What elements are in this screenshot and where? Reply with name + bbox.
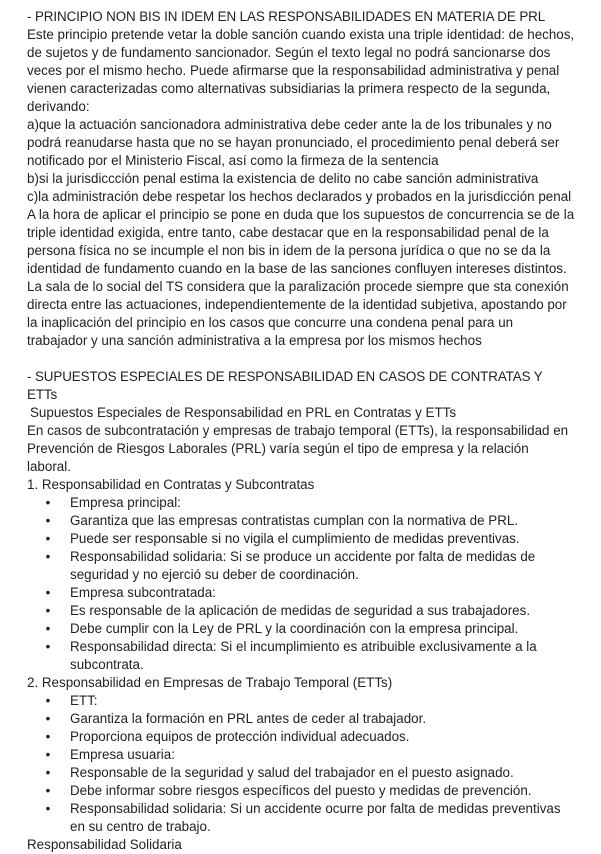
bullet-item	[27, 800, 575, 836]
subheading: Supuestos Especiales de Responsabilidad en PRL en Contratas y ETTs	[30, 405, 457, 420]
bullet-dot-icon: •	[45, 621, 51, 636]
bullet-dot-icon: •	[45, 549, 51, 564]
part2-title: 2. Responsabilidad en Empresas de Trabajo Temporal (ETTs)	[27, 675, 393, 690]
part1-bullet-list	[27, 494, 575, 674]
paragraph-gap	[27, 350, 575, 368]
bullet-text: Proporciona equipos de protección individual adecuados.	[70, 729, 410, 744]
bullet-dot-icon: •	[45, 729, 51, 744]
bullet-item	[27, 746, 575, 764]
point-a: a)que la actuación sancionadora administrativa debe ceder ante la de los tribunales y no podrá reanudarse hasta que no se hayan pronunciado, el procedimiento penal deberá ser notificado por el Ministerio Fiscal, así como la firmeza de la sentencia	[27, 117, 560, 168]
bullet-text: Responsabilidad solidaria: Si se produce un accidente por falta de medidas de seguridad y no ejerció su deber de coordinación.	[70, 549, 536, 582]
bullet-dot-icon: •	[45, 747, 51, 762]
bullet-text: Responsabilidad directa: Si el incumplimiento es atribuible exclusivamente a la subcontrata.	[70, 639, 537, 672]
bullet-text: Garantiza la formación en PRL antes de ceder al trabajador.	[70, 711, 427, 726]
bullet-text: Empresa usuaria:	[70, 747, 175, 762]
bullet-item	[27, 710, 575, 728]
bullet-dot-icon: •	[45, 603, 51, 618]
bullet-item	[27, 692, 575, 710]
bullet-text: Garantiza que las empresas contratistas cumplan con la normativa de PRL.	[70, 513, 519, 528]
bullet-item	[27, 602, 575, 620]
bullet-text: Debe cumplir con la Ley de PRL y la coordinación con la empresa principal.	[70, 621, 519, 636]
part1-title: 1. Responsabilidad en Contratas y Subcontratas	[27, 477, 315, 492]
bullet-text: Responsable de la seguridad y salud del trabajador en el puesto asignado.	[70, 765, 514, 780]
footer-heading: Responsabilidad Solidaria	[27, 837, 182, 852]
section-heading-non-bis-in-idem: - PRINCIPIO NON BIS IN IDEM EN LAS RESPONSABILIDADES EN MATERIA DE PRL	[27, 9, 546, 24]
bullet-dot-icon: •	[45, 531, 51, 546]
bullet-text: Debe informar sobre riesgos específicos del puesto y medidas de prevención.	[70, 783, 532, 798]
bullet-item	[27, 548, 575, 584]
bullet-text: Es responsable de la aplicación de medidas de seguridad a sus trabajadores.	[70, 603, 531, 618]
bullet-dot-icon: •	[45, 693, 51, 708]
point-c: c)la administración debe respetar los hechos declarados y probados en la jurisdicción penal	[27, 189, 572, 204]
bullet-item	[27, 764, 575, 782]
bullet-item	[27, 530, 575, 548]
bullet-text: Empresa principal:	[70, 495, 181, 510]
bullet-dot-icon: •	[45, 495, 51, 510]
section-heading-contratas-etts: - SUPUESTOS ESPECIALES DE RESPONSABILIDAD EN CASOS DE CONTRATAS Y ETTs	[27, 369, 543, 402]
intro-paragraph: Este principio pretende vetar la doble sanción cuando exista una triple identidad: de hechos, de sujetos y de fundamento sancionador. Según el texto legal no podrá sancionarse dos veces por el mismo hecho. Puede afirmarse que la responsabilidad administrativa y penal vienen caracterizadas como alternativas subsidiarias la primera respecto de la segunda, derivando:	[27, 27, 575, 114]
bullet-item	[27, 584, 575, 602]
bullet-text: ETT:	[70, 693, 98, 708]
bullet-text: Empresa subcontratada:	[70, 585, 216, 600]
bullet-item	[27, 494, 575, 512]
point-b: b)si la jurisdiccción penal estima la existencia de delito no cabe sanción administrativa	[27, 171, 539, 186]
bullet-item	[27, 512, 575, 530]
ts-paragraph: La sala de lo social del TS considera que la paralización procede siempre que sta conexión directa entre las actuaciones, independientemente de la identidad subjetiva, apostando por la inaplicación del principio en los casos que concurre una condena penal para un trabajador y una sanción administrativa a la empresa por los mismos hechos	[27, 279, 569, 348]
bullet-item	[27, 638, 575, 674]
bullet-item	[27, 728, 575, 746]
bullet-item	[27, 620, 575, 638]
bullet-item	[27, 782, 575, 800]
part2-bullet-list	[27, 692, 575, 836]
bullet-dot-icon: •	[45, 513, 51, 528]
bullet-dot-icon: •	[45, 801, 51, 816]
bullet-dot-icon: •	[45, 639, 51, 654]
bullet-dot-icon: •	[45, 585, 51, 600]
bullet-dot-icon: •	[45, 765, 51, 780]
contratas-intro-paragraph: En casos de subcontratación y empresas de trabajo temporal (ETTs), la responsabilidad en Prevención de Riesgos Laborales (PRL) varía según el tipo de empresa y la relación laboral.	[27, 423, 569, 474]
bullet-dot-icon: •	[45, 711, 51, 726]
bullet-text: Puede ser responsable si no vigila el cumplimiento de medidas preventivas.	[70, 531, 520, 546]
bullet-text: Responsabilidad solidaria: Si un accidente ocurre por falta de medidas preventivas en su centro de trabajo.	[70, 801, 561, 834]
application-paragraph: A la hora de aplicar el principio se pone en duda que los supuestos de concurrencia se de la triple identidad exigida, entre tanto, cabe destacar que en la responsabilidad penal de la persona física no se incumple el non bis in idem de la persona jurídica o que no se da la identidad de fundamento cuando en la base de las sanciones confluyen intereses distintos.	[27, 207, 575, 276]
bullet-dot-icon: •	[45, 783, 51, 798]
